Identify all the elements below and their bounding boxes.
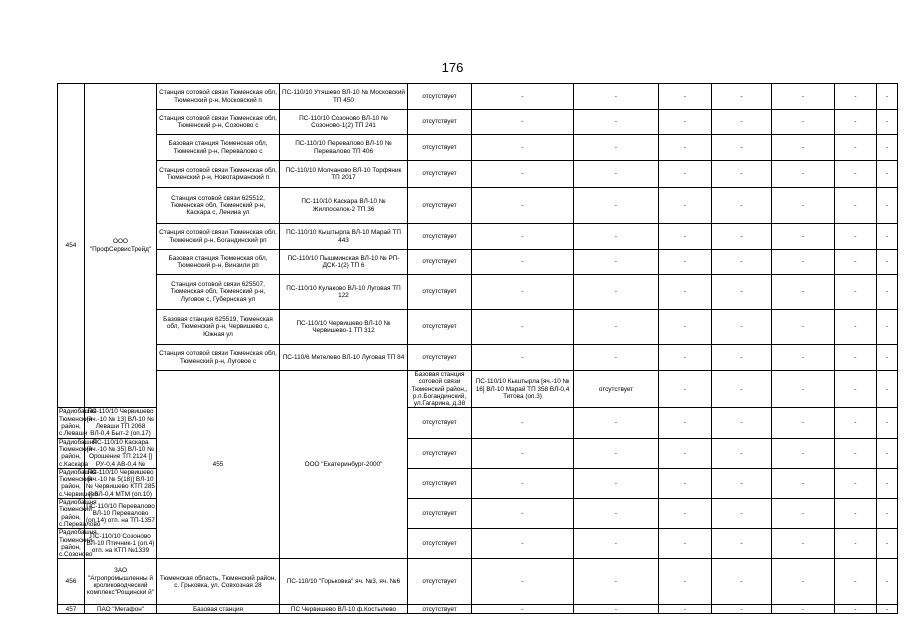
object-address: Радиобашня Тюменский район, с.Созоново xyxy=(59,529,97,559)
value-cell: - xyxy=(659,135,712,161)
value-cell: - xyxy=(877,499,898,529)
table-row xyxy=(58,310,898,345)
object-address: Базовая станция xyxy=(157,605,280,614)
value-cell: - xyxy=(877,371,898,408)
status-text: отсутствует xyxy=(408,438,472,468)
value-cell: - xyxy=(772,84,835,110)
value-cell: - xyxy=(472,84,574,110)
value-cell: - xyxy=(772,408,835,438)
status-text: отсутствует xyxy=(408,559,472,605)
supply-source: ПС-110/10 Созоново ВЛ-10 № Созоново-1(2) ТП 241 xyxy=(280,110,408,135)
table-row xyxy=(58,110,898,135)
value-cell: - xyxy=(835,310,877,345)
table-row xyxy=(58,371,898,408)
value-cell: - xyxy=(877,135,898,161)
value-cell: - xyxy=(835,559,877,605)
value-cell: - xyxy=(712,275,772,310)
value-cell: - xyxy=(659,371,712,408)
supply-source: ПС-110/10 Перевалово ВЛ-10 № Перевалово ТП 406 xyxy=(280,135,408,161)
value-cell: - xyxy=(712,110,772,135)
value-cell: - xyxy=(835,188,877,224)
value-cell: - xyxy=(877,345,898,371)
value-cell: - xyxy=(659,468,712,498)
value-cell: - xyxy=(772,275,835,310)
row-number: 457 xyxy=(58,605,85,614)
value-cell: - xyxy=(877,408,898,438)
table-row xyxy=(58,135,898,161)
supply-source: ПС-110/10 Кыштырла ВЛ-10 Марай ТП 443 xyxy=(280,224,408,250)
table-row xyxy=(58,84,898,110)
object-address: Базовая станция Тюменская обл, Тюменский р-н, Винзили рп xyxy=(157,250,280,275)
object-address: Радиобашня Тюменский район, с.Червишево xyxy=(59,468,98,498)
object-address: Радиобашня Тюменский район, с.Каскара xyxy=(59,438,97,468)
value-cell: - xyxy=(772,188,835,224)
status-text: отсутствует xyxy=(408,250,472,275)
status-text: отсутствует xyxy=(408,275,472,310)
value-cell: - xyxy=(877,110,898,135)
value-cell: - xyxy=(659,310,712,345)
supply-source: ПС-110/10 Перевалово ВЛ-10 Перевалово (оп.14) отп. на ТП-1357 xyxy=(85,499,157,529)
object-address: Станция сотовой связи Тюменская обл, Тюменский р-н, Богандинский рп xyxy=(157,224,280,250)
status-text: отсутствует xyxy=(408,135,472,161)
object-address: Станция сотовой связи Тюменская обл, Тюменский р-н, Московский п xyxy=(157,84,280,110)
value-cell: - xyxy=(712,188,772,224)
object-address: Базовая станция сотовой связи Тюменский район,, р.п.Богандинский, ул.Гагарина, д.38 xyxy=(408,371,472,408)
supply-source: ПС-110/10 Молчаново ВЛ-10 Торфяник ТП 2017 xyxy=(280,161,408,188)
status-text: отсутствует xyxy=(408,605,472,614)
value-cell: - xyxy=(574,188,659,224)
consumers-table xyxy=(57,83,898,614)
value-cell: - xyxy=(574,135,659,161)
value-cell: - xyxy=(772,529,835,559)
value-cell: - xyxy=(877,188,898,224)
value-cell: - xyxy=(877,275,898,310)
table-row xyxy=(58,275,898,310)
value-cell: - xyxy=(877,468,898,498)
value-cell: - xyxy=(659,559,712,605)
value-cell: - xyxy=(877,529,898,559)
value-cell: - xyxy=(472,110,574,135)
value-cell: - xyxy=(835,275,877,310)
value-cell: - xyxy=(574,310,659,345)
status-text: отсутствует xyxy=(408,499,472,529)
value-cell: - xyxy=(877,161,898,188)
status-text: отсутствует xyxy=(408,188,472,224)
status-text: отсутствует xyxy=(408,345,472,371)
value-cell: - xyxy=(877,605,898,614)
value-cell: - xyxy=(772,135,835,161)
value-cell: - xyxy=(877,84,898,110)
value-cell: - xyxy=(772,559,835,605)
value-cell: - xyxy=(772,224,835,250)
supply-source: ПС-110/6 Метелево ВЛ-10 Луговая ТП 84 xyxy=(280,345,408,371)
value-cell: - xyxy=(712,250,772,275)
value-cell: - xyxy=(574,110,659,135)
value-cell: - xyxy=(574,224,659,250)
status-text: отсутствует xyxy=(408,529,472,559)
value-cell: - xyxy=(712,468,772,498)
value-cell: - xyxy=(835,110,877,135)
table-row xyxy=(58,559,898,605)
value-cell: - xyxy=(712,310,772,345)
supply-source: ПС-110/10 Каскара [яч.-10 № 35] ВЛ-10 № Орошение ТП 2124 [] РУ-0,4 АВ-0,4 № xyxy=(85,438,157,468)
value-cell: - xyxy=(659,84,712,110)
value-cell: - xyxy=(472,559,574,605)
value-cell: - xyxy=(772,110,835,135)
supply-source: ПС Червишево ВЛ-10 ф.Костылево xyxy=(280,605,408,614)
value-cell: - xyxy=(472,499,574,529)
value-cell: - xyxy=(772,345,835,371)
status-text: отсутствует xyxy=(408,408,472,438)
value-cell: - xyxy=(472,529,574,559)
value-cell: - xyxy=(835,224,877,250)
value-cell: - xyxy=(835,468,877,498)
value-cell: - xyxy=(574,605,659,614)
value-cell: - xyxy=(574,468,659,498)
value-cell: - xyxy=(659,605,712,614)
value-cell: - xyxy=(574,161,659,188)
organization-name: ООО "Екатеринбург-2000" xyxy=(280,371,408,559)
value-cell: - xyxy=(472,310,574,345)
value-cell: - xyxy=(659,499,712,529)
supply-source: ПС-110/10 Червишево ВЛ-10 № Червишево-1 ТП 312 xyxy=(280,310,408,345)
value-cell: - xyxy=(835,250,877,275)
value-cell: - xyxy=(574,250,659,275)
status-text: отсутствует xyxy=(408,468,472,498)
table-row xyxy=(58,161,898,188)
value-cell: - xyxy=(712,499,772,529)
value-cell: - xyxy=(472,161,574,188)
value-cell: - xyxy=(574,275,659,310)
value-cell: - xyxy=(712,438,772,468)
organization-name: ООО "ПрофСервисТрейд" xyxy=(85,84,157,408)
supply-source: ПС-110/10 Созоново ВЛ-10 Птичник-1 (оп.4) отп. на КТП №1339 xyxy=(85,529,157,559)
table-row xyxy=(58,605,898,614)
value-cell: - xyxy=(574,345,659,371)
value-cell: - xyxy=(772,371,835,408)
status-text: отсутствует xyxy=(408,224,472,250)
supply-source: ПС-110/10 Каскара ВЛ-10 № Жилпоселок-2 ТП 36 xyxy=(280,188,408,224)
object-address: Станция сотовой связи Тюменская обл, Тюменский р-н, Новотарманский п xyxy=(157,161,280,188)
value-cell: - xyxy=(659,250,712,275)
value-cell: - xyxy=(659,438,712,468)
value-cell: - xyxy=(574,408,659,438)
status-text: отсутствует xyxy=(574,371,659,408)
value-cell: - xyxy=(659,345,712,371)
table-row xyxy=(58,224,898,250)
supply-source: ПС-110/10 Утяшево ВЛ-10 № Московский ТП 450 xyxy=(280,84,408,110)
value-cell: - xyxy=(472,275,574,310)
value-cell: - xyxy=(712,529,772,559)
value-cell: - xyxy=(574,438,659,468)
value-cell: - xyxy=(659,188,712,224)
value-cell: - xyxy=(835,84,877,110)
page-number: 176 xyxy=(441,60,464,75)
value-cell: - xyxy=(659,224,712,250)
value-cell: - xyxy=(472,250,574,275)
value-cell: - xyxy=(659,161,712,188)
supply-source: ПС-110/10 "Горьковка" яч. №3, яч. №6 xyxy=(280,559,408,605)
value-cell: - xyxy=(835,371,877,408)
object-address: Базовая станция Тюменская обл, Тюменский р-н, Перевалово с xyxy=(157,135,280,161)
value-cell: - xyxy=(772,499,835,529)
status-text: отсутствует xyxy=(408,110,472,135)
value-cell: - xyxy=(659,529,712,559)
status-text: отсутствует xyxy=(408,310,472,345)
row-number: 455 xyxy=(157,371,280,559)
value-cell: - xyxy=(659,110,712,135)
value-cell: - xyxy=(877,224,898,250)
value-cell: - xyxy=(472,345,574,371)
value-cell: - xyxy=(772,250,835,275)
value-cell: - xyxy=(835,345,877,371)
value-cell: - xyxy=(877,559,898,605)
value-cell: - xyxy=(712,345,772,371)
value-cell: - xyxy=(472,224,574,250)
value-cell: - xyxy=(835,438,877,468)
value-cell: - xyxy=(712,371,772,408)
value-cell: - xyxy=(877,438,898,468)
value-cell: - xyxy=(712,161,772,188)
value-cell: - xyxy=(835,605,877,614)
value-cell: - xyxy=(772,438,835,468)
value-cell: - xyxy=(835,161,877,188)
value-cell: - xyxy=(712,224,772,250)
row-number: 454 xyxy=(58,84,85,408)
value-cell: - xyxy=(574,559,659,605)
status-text: отсутствует xyxy=(408,161,472,188)
value-cell: - xyxy=(877,250,898,275)
object-address: Станция сотовой связи Тюменская обл, Тюменский р-н, Созоново с xyxy=(157,110,280,135)
value-cell: - xyxy=(472,468,574,498)
value-cell: - xyxy=(472,188,574,224)
value-cell: - xyxy=(835,408,877,438)
value-cell: - xyxy=(835,499,877,529)
value-cell: - xyxy=(835,135,877,161)
value-cell: - xyxy=(712,605,772,614)
value-cell: - xyxy=(472,605,574,614)
value-cell: - xyxy=(712,408,772,438)
object-address: Станция сотовой связи Тюменская обл, Тюменский р-н, Луговое с xyxy=(157,345,280,371)
table-row xyxy=(58,250,898,275)
value-cell: - xyxy=(574,84,659,110)
table-row xyxy=(58,188,898,224)
object-address: Тюменская область, Тюменский район, с. Грьковка, ул. Совхозная 28 xyxy=(157,559,280,605)
value-cell: - xyxy=(712,84,772,110)
value-cell: - xyxy=(772,161,835,188)
supply-source: ПС-110/10 Кулаково ВЛ-10 Луговая ТП 122 xyxy=(280,275,408,310)
value-cell: - xyxy=(659,408,712,438)
table-row xyxy=(58,345,898,371)
supply-source: ПС-110/10 Червишево [яч.-10 № 13] ВЛ-10 № Леваши ТП 2068 ВЛ-0,4 Быт-2 (оп.17) xyxy=(85,408,157,438)
object-address: Станция сотовой связи 625512, Тюменская обл, Тюменский р-н, Каскара с, Ленина ул xyxy=(157,188,280,224)
value-cell: - xyxy=(835,529,877,559)
status-text: отсутствует xyxy=(408,84,472,110)
supply-source: ПС-110/10 Пышминская ВЛ-10 № РП-ДСК-1(2) ТП 6 xyxy=(280,250,408,275)
organization-name: ЗАО "Агропромышленны й кролиководческий комплекс"Рощински й" xyxy=(85,559,157,605)
supply-source: ПС-110/10 Кыштырла [яч.-10 № 16] ВЛ-10 Марай ТП 358 ВЛ-0,4 Титова (оп.3) xyxy=(472,371,574,408)
value-cell: - xyxy=(877,310,898,345)
object-address: Базовая станция 625519, Тюменская обл, Тюменский р-н, Червишево с, Южная ул xyxy=(157,310,280,345)
object-address: Радиобашня Тюменский район, с.Леваши xyxy=(59,408,97,438)
value-cell: - xyxy=(772,468,835,498)
value-cell: - xyxy=(574,529,659,559)
value-cell: - xyxy=(472,135,574,161)
supply-source: ПС-110/10 Червишево [яч.-10 № 5(18)] ВЛ-10 № Червишево КТП 285 [] ВЛ-0,4 МТМ (оп.10) xyxy=(86,468,155,498)
value-cell: - xyxy=(772,310,835,345)
object-address: Станция сотовой связи 625507, Тюменская обл, Тюменский р-н, Луговое с, Губернская ул xyxy=(157,275,280,310)
organization-name: ПАО "Мегафон" xyxy=(85,605,157,614)
value-cell: - xyxy=(472,408,574,438)
object-address: Радиобашня Тюменский район, с.Перевалово xyxy=(59,499,101,528)
row-number: 456 xyxy=(58,559,85,605)
value-cell: - xyxy=(712,559,772,605)
value-cell: - xyxy=(472,438,574,468)
value-cell: - xyxy=(659,275,712,310)
value-cell: - xyxy=(574,499,659,529)
value-cell: - xyxy=(712,135,772,161)
value-cell: - xyxy=(772,605,835,614)
